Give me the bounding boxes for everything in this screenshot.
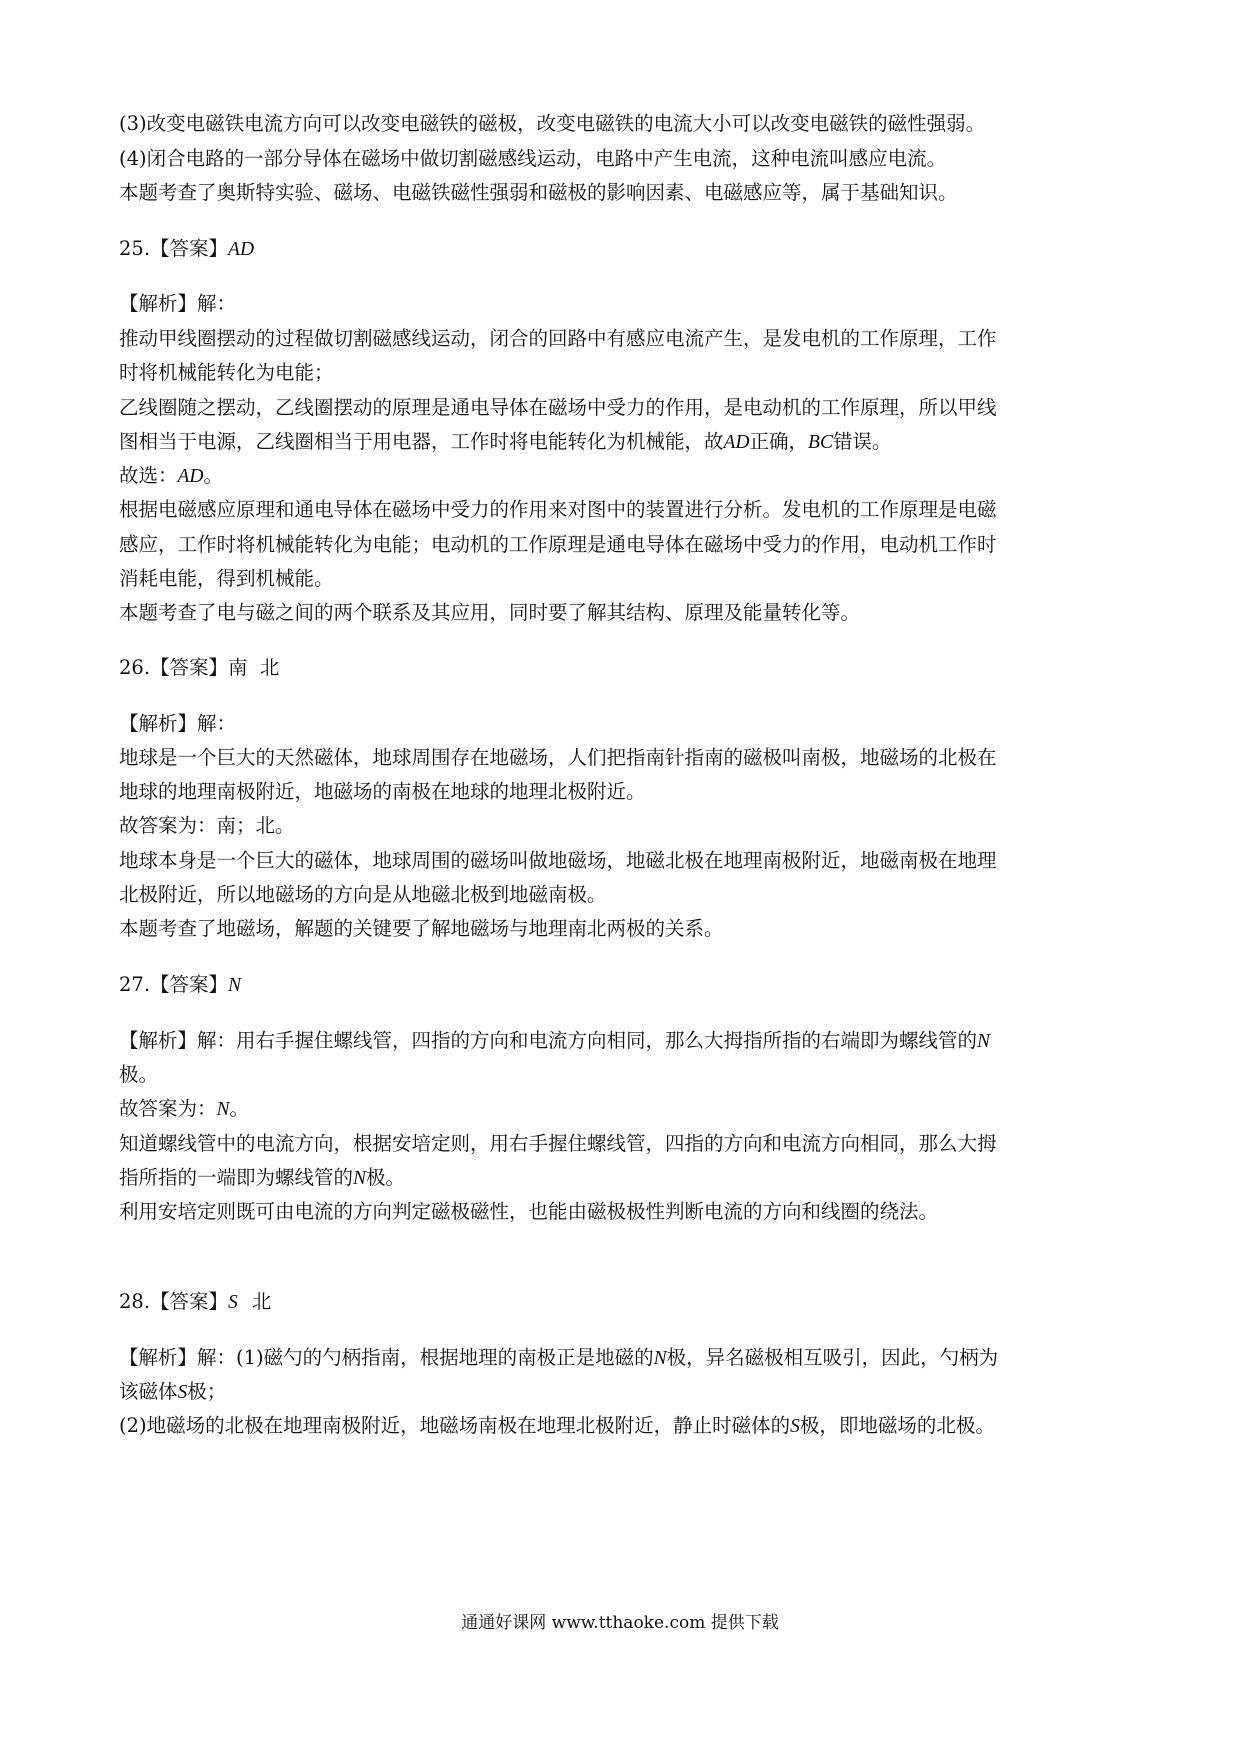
intro-line-1: (3)改变电磁铁电流方向可以改变电磁铁的磁极，改变电磁铁的电流大小可以改变电磁铁的磁性强弱。	[119, 112, 986, 135]
q26-summary: 本题考查了地磁场，解题的关键要了解地磁场与地理南北两极的关系。	[119, 917, 724, 940]
q25-selection	[119, 463, 1129, 490]
q27-conclusion-value: N	[216, 1099, 230, 1120]
q27-p1-text: 解：用右手握住螺线管，四指的方向和电流方向相同，那么大拇指所指的右端即为螺线管的	[197, 1029, 978, 1052]
q27-answer: N	[228, 975, 242, 996]
q25-jie: 解：	[197, 292, 237, 315]
q26-answer: 南 北	[228, 656, 280, 679]
page-footer: 通通好课网 www.tthaoke.com 提供下载	[461, 1613, 779, 1633]
q27-paragraph-4: 知道螺线管中的电流方向，根据安培定则，用右手握住螺线管，四指的方向和电流方向相同，那么大拇	[119, 1132, 997, 1155]
q25-paragraph-3: 乙线圈随之摆动，乙线圈摆动的原理是通电导体在磁场中受力的作用，是电动机的工作原理，所以甲线	[119, 396, 997, 419]
q25-answer-tag: 【答案】	[150, 237, 229, 260]
q28-answer-tag: 【答案】	[150, 1290, 229, 1313]
q28-p3-text-c: 极，即地磁场的北极。	[799, 1414, 995, 1437]
q28-p3-var-s: S	[790, 1416, 800, 1437]
q25-paragraph-6: 感应，工作时将机械能转化为电能；电动机的工作原理是通电导体在磁场中受力的作用，电动机工作时	[119, 533, 997, 556]
q27-summary: 利用安培定则既可由电流的方向判定磁极磁性，也能由磁极极性判断电流的方向和线圈的绕法。	[119, 1200, 939, 1223]
q26-paragraph-2: 地球的地理南极附近，地磁场的南极在地球的地理北极附近。	[119, 780, 646, 803]
q26-analysis-heading	[119, 711, 1129, 737]
q28-p1-text-c: 极，异名磁极相互吸引，因此，勺柄为	[666, 1346, 999, 1369]
q28-p2-text-a: 该磁体	[119, 1380, 178, 1403]
q28-number: 28.	[119, 1290, 151, 1313]
q28-answer-north: 北	[251, 1290, 272, 1313]
q27-answer-line	[119, 972, 1129, 999]
q28-p2-text-c: 极；	[187, 1380, 227, 1403]
q25-select-end: 。	[203, 464, 224, 487]
intro-line-2: (4)闭合电路的一部分导体在磁场中做切割磁感线运动，电路中产生电流，这种电流叫感应电流。	[119, 147, 947, 170]
q27-conclusion-label: 故答案为：	[119, 1097, 217, 1120]
q25-paragraph-5: 根据电磁感应原理和通电导体在磁场中受力的作用来对图中的装置进行分析。发电机的工作原理是电磁	[119, 498, 997, 521]
q26-paragraph-5: 北极附近，所以地磁场的方向是从地磁北极到地磁南极。	[119, 883, 607, 906]
q27-answer-tag: 【答案】	[150, 973, 229, 996]
q28-analysis-tag: 【解析】	[119, 1346, 198, 1369]
q27-paragraph-5	[119, 1165, 1129, 1192]
q25-analysis-heading	[119, 291, 1129, 317]
q27-p1-var-n: N	[977, 1031, 991, 1052]
q27-p5-text-c: 极。	[366, 1166, 406, 1189]
q25-paragraph-4	[119, 429, 1129, 456]
q27-paragraph-2: 极。	[119, 1063, 159, 1086]
q27-p5-text-a: 指所指的一端即为螺线管的	[119, 1166, 354, 1189]
q26-conclusion: 故答案为：南；北。	[119, 814, 295, 837]
q25-p4-var-ad: AD	[723, 432, 750, 453]
q25-select-label: 故选：	[119, 464, 178, 487]
q25-analysis-tag: 【解析】	[119, 292, 198, 315]
q26-paragraph-4: 地球本身是一个巨大的磁体，地球周围的磁场叫做地磁场，地磁北极在地理南极附近，地磁南极在地理	[119, 849, 997, 872]
q26-analysis-tag: 【解析】	[119, 712, 198, 735]
q27-conclusion	[119, 1096, 1129, 1123]
q27-conclusion-end: 。	[229, 1097, 250, 1120]
q25-answer-line	[119, 236, 1129, 263]
q27-p5-var-n: N	[353, 1168, 367, 1189]
q27-number: 27.	[119, 973, 151, 996]
q25-paragraph-7: 消耗电能，得到机械能。	[119, 567, 334, 590]
q25-answer: AD	[228, 239, 255, 260]
q25-p4-var-bc: BC	[808, 432, 833, 453]
q25-p4-text-e: 错误。	[832, 430, 892, 453]
q26-paragraph-1: 地球是一个巨大的天然磁体，地球周围存在地磁场，人们把指南针指南的磁极叫南极，地磁场的北极在	[119, 746, 997, 769]
q25-paragraph-2: 时将机械能转化为电能；	[119, 361, 334, 384]
q25-number: 25.	[119, 237, 151, 260]
q28-p2-var-s: S	[177, 1382, 188, 1403]
q25-paragraph-1: 推动甲线圈摆动的过程做切割磁感线运动，闭合的回路中有感应电流产生，是发电机的工作原理，工作	[119, 327, 997, 350]
q26-number: 26.	[119, 656, 151, 679]
q28-paragraph-2	[119, 1379, 1129, 1406]
q28-answer-line	[119, 1289, 1129, 1316]
q25-p4-text-c: 正确，	[749, 430, 809, 453]
q28-p1-var-n: N	[653, 1348, 667, 1369]
q25-p4-text-a: 图相当于电源，乙线圈相当于用电器，工作时将电能转化为机械能，故	[119, 430, 724, 453]
q27-analysis-line-1	[119, 1028, 1129, 1055]
q28-paragraph-3	[119, 1413, 1129, 1440]
q26-jie: 解：	[197, 712, 237, 735]
q28-p3-text-a: (2)地磁场的北极在地理南极附近，地磁场南极在地理北极附近，静止时磁体的	[119, 1414, 791, 1437]
intro-summary: 本题考查了奥斯特实验、磁场、电磁铁磁性强弱和磁极的影响因素、电磁感应等，属于基础知识。	[119, 181, 958, 204]
q26-answer-tag: 【答案】	[150, 656, 229, 679]
q25-select-value: AD	[177, 466, 204, 487]
q26-answer-line	[119, 655, 1129, 681]
q28-answer-s: S	[228, 1292, 238, 1313]
q27-analysis-tag: 【解析】	[119, 1029, 198, 1052]
q28-analysis-line-1	[119, 1345, 1129, 1372]
q25-summary: 本题考查了电与磁之间的两个联系及其应用，同时要了解其结构、原理及能量转化等。	[119, 601, 861, 624]
q28-p1-text-a: 解：(1)磁勺的勺柄指南，根据地理的南极正是地磁的	[197, 1346, 654, 1369]
